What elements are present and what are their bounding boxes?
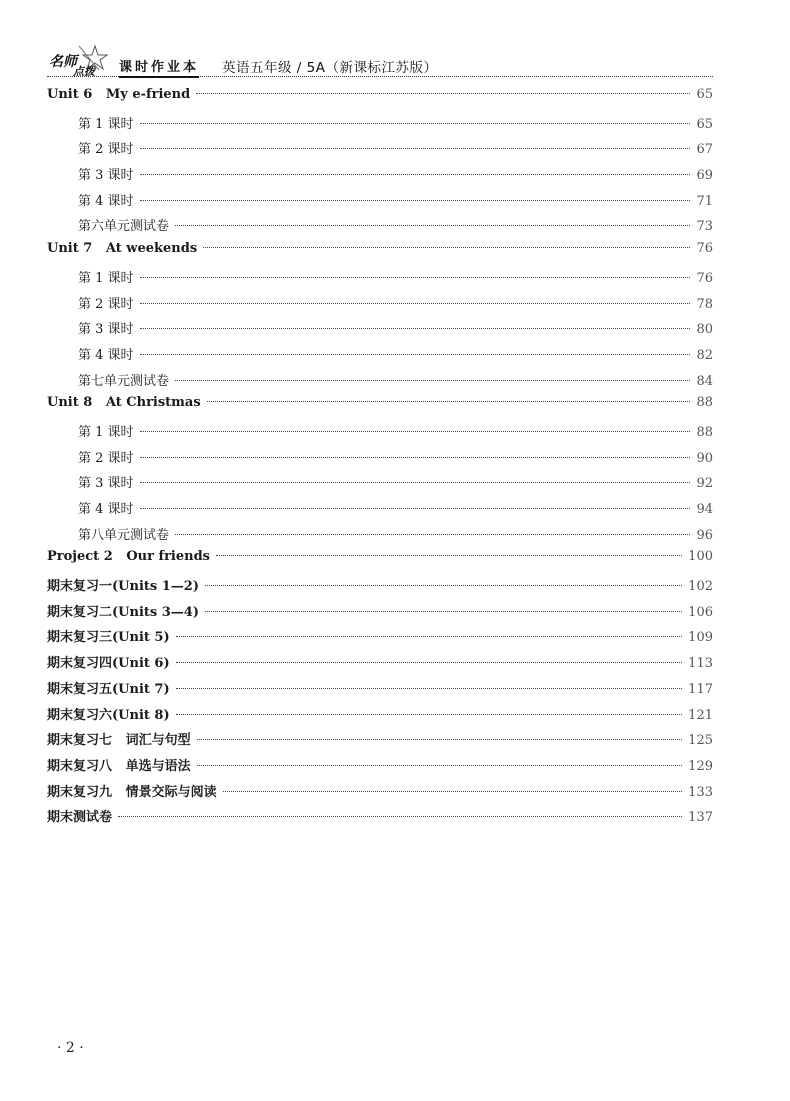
- toc-entry-page: 109: [688, 630, 713, 646]
- toc-entry-lesson: [47, 267, 713, 293]
- toc-entry-page: 84: [696, 373, 713, 389]
- dot-leader: [197, 765, 683, 766]
- toc-entry-page: 106: [688, 604, 713, 620]
- toc-entry-label: 第 3 课时: [78, 476, 134, 492]
- toc-entry-page: 94: [696, 502, 713, 517]
- toc-entry-page: 90: [696, 450, 713, 466]
- toc-entry-label: 第 2 课时: [78, 296, 134, 312]
- toc-entry-label: 第 3 课时: [78, 168, 134, 184]
- dot-leader: [140, 328, 691, 329]
- toc-entry-section: [47, 729, 713, 755]
- dot-leader: [196, 93, 690, 94]
- dot-leader: [203, 247, 690, 248]
- page-number: · 2 ·: [57, 1040, 84, 1056]
- toc-entry-lesson: [47, 344, 713, 370]
- toc-entry-label: 第 4 课时: [78, 193, 134, 209]
- toc-entry-page: 82: [696, 347, 713, 363]
- publisher-logo: [47, 46, 117, 76]
- toc-entry-page: 67: [696, 142, 713, 158]
- dot-leader: [197, 739, 683, 740]
- toc-entry-page: 129: [688, 758, 713, 774]
- toc-entry-page: 69: [696, 168, 713, 184]
- dot-leader: [140, 354, 691, 355]
- dot-leader: [140, 148, 691, 149]
- toc-entry-section: [47, 395, 713, 421]
- dot-leader: [175, 225, 690, 226]
- toc-entry-label: 期末测试卷: [47, 810, 113, 826]
- toc-entry-lesson: [47, 421, 713, 447]
- dot-leader: [140, 457, 691, 458]
- toc-entry-label: 第六单元测试卷: [78, 219, 170, 235]
- dot-leader: [118, 816, 682, 817]
- toc-entry-lesson: [47, 318, 713, 344]
- toc-entry-label: 期末复习四(Unit 6): [47, 656, 170, 672]
- dot-leader: [176, 662, 683, 663]
- toc-entry-page: 78: [696, 296, 713, 312]
- toc-entry-section: [47, 652, 713, 678]
- dot-leader: [176, 688, 683, 689]
- toc-entry-lesson: [47, 190, 713, 216]
- dot-leader: [140, 277, 691, 278]
- dot-leader: [205, 611, 682, 612]
- toc-entry-page: 137: [688, 810, 713, 826]
- toc-entry-label: 第 4 课时: [78, 347, 134, 363]
- toc-entry-label: 第 2 课时: [78, 450, 134, 466]
- toc-entry-section: [47, 626, 713, 652]
- toc-entry-page: 121: [688, 707, 713, 723]
- dot-leader: [223, 791, 683, 792]
- toc-entry-label: Unit 6 My e-friend: [47, 87, 191, 102]
- dot-leader: [140, 123, 691, 124]
- dot-leader: [140, 174, 691, 175]
- toc-entry-lesson: [47, 215, 713, 241]
- toc-entry-label: 期末复习一(Units 1—2): [47, 579, 199, 595]
- dot-leader: [140, 482, 691, 483]
- toc-entry-lesson: [47, 138, 713, 164]
- toc-entry-label: 第七单元测试卷: [78, 373, 170, 389]
- dot-leader: [216, 555, 682, 556]
- dot-leader: [140, 303, 691, 304]
- toc-entry-label: 期末复习九 情景交际与阅读: [47, 784, 217, 800]
- toc-entry-section: [47, 549, 713, 575]
- toc-entry-lesson: [47, 447, 713, 473]
- toc-entry-label: 第 1 课时: [78, 116, 134, 132]
- toc-entry-section: [47, 781, 713, 807]
- toc-entry-label: 第 3 课时: [78, 322, 134, 338]
- toc-entry-label: Project 2 Our friends: [47, 549, 211, 565]
- toc-entry-page: 113: [688, 656, 713, 672]
- toc-entry-page: 73: [696, 219, 713, 235]
- toc-entry-page: 100: [688, 549, 713, 565]
- toc-entry-lesson: [47, 498, 713, 524]
- toc-entry-label: Unit 7 At weekends: [47, 241, 198, 257]
- toc-entry-lesson: [47, 524, 713, 550]
- toc-entry-label: 第 1 课时: [78, 424, 134, 440]
- toc-entry-section: [47, 87, 713, 113]
- toc-entry-lesson: [47, 164, 713, 190]
- toc-entry-section: [47, 601, 713, 627]
- series-name: 课时作业本: [119, 56, 199, 78]
- toc-entry-page: 96: [696, 527, 713, 543]
- dot-leader: [140, 508, 691, 509]
- toc-entry-section: [47, 241, 713, 267]
- toc-entry-label: 期末复习三(Unit 5): [47, 630, 170, 646]
- dot-leader: [175, 380, 690, 381]
- toc-entry-page: 65: [696, 87, 713, 102]
- toc-entry-page: 92: [696, 476, 713, 492]
- logo-text-main: 名师: [49, 54, 77, 70]
- toc-entry-page: 125: [688, 733, 713, 749]
- toc-entry-label: 第 2 课时: [78, 142, 134, 158]
- toc-entry-page: 133: [688, 784, 713, 800]
- toc-entry-page: 71: [696, 193, 713, 209]
- dot-leader: [176, 636, 683, 637]
- toc-entry-section: [47, 575, 713, 601]
- toc-entry-label: 期末复习六(Unit 8): [47, 707, 170, 723]
- toc-entry-label: 期末复习五(Unit 7): [47, 681, 170, 697]
- toc-entry-section: [47, 806, 713, 832]
- dot-leader: [205, 585, 682, 586]
- dot-leader: [207, 401, 691, 402]
- toc-entry-section: [47, 755, 713, 781]
- dot-leader: [140, 200, 691, 201]
- toc-entry-lesson: [47, 293, 713, 319]
- toc-entry-lesson: [47, 370, 713, 396]
- dot-leader: [140, 431, 691, 432]
- page-header: [47, 46, 713, 77]
- toc-entry-page: 88: [696, 424, 713, 440]
- toc-entry-label: Unit 8 At Christmas: [47, 395, 201, 411]
- toc-entry-label: 期末复习七 词汇与句型: [47, 733, 191, 749]
- toc-entry-section: [47, 678, 713, 704]
- toc-entry-lesson: [47, 472, 713, 498]
- toc-entry-page: 102: [688, 579, 713, 595]
- toc-entry-page: 65: [696, 116, 713, 132]
- dot-leader: [175, 534, 690, 535]
- toc-entry-label: 第八单元测试卷: [78, 527, 170, 543]
- toc-entry-page: 88: [696, 395, 713, 411]
- toc-entry-label: 第 4 课时: [78, 502, 134, 517]
- toc-entry-page: 76: [696, 270, 713, 286]
- toc-entry-label: 期末复习八 单选与语法: [47, 758, 191, 774]
- book-title: 英语五年级 / 5A（新课标江苏版）: [222, 60, 438, 76]
- toc-entry-label: 第 1 课时: [78, 270, 134, 286]
- dot-leader: [176, 714, 683, 715]
- toc-entry-label: 期末复习二(Units 3—4): [47, 604, 199, 620]
- toc-entry-lesson: [47, 113, 713, 139]
- toc-entry-page: 76: [696, 241, 713, 257]
- toc-entry-page: 80: [696, 322, 713, 338]
- toc-entry-section: [47, 704, 713, 730]
- logo-text-sub: 点拨: [73, 65, 95, 78]
- toc-entry-page: 117: [688, 681, 713, 697]
- table-of-contents: [47, 87, 713, 832]
